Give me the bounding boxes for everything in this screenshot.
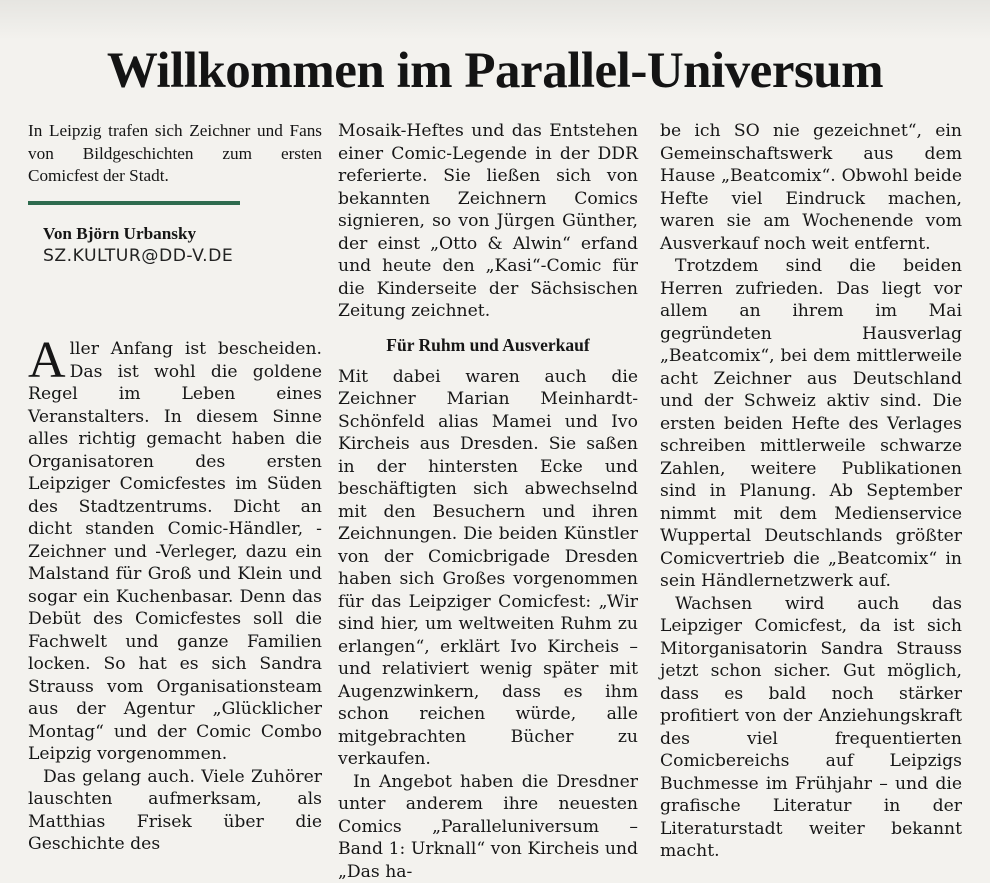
author-email: SZ.KULTUR@DD-V.DE bbox=[28, 245, 322, 268]
subheading: Für Ruhm und Ausverkauf bbox=[338, 335, 638, 356]
paragraph-4-continued: be ich SO nie gezeichnet“, ein Gemeinschaftswerk aus dem Hause „Beatcomix“. Obwohl beide Hefte viel Eindruck machen, waren sie am Wochenende vom Ausverkauf noch weit entfernt. bbox=[660, 120, 962, 255]
paragraph-3: Mit dabei waren auch die Zeichner Marian Meinhardt-Schönfeld alias Mamei und Ivo Kircheis aus Dresden. Sie saßen in der hintersten Ecke und beschäftigten sich abwechselnd mit den Besuchern und ihren Zeichnungen. Die beiden Künstler von der Comicbrigade Dresden haben sich Großes vorgenommen für das Leipziger Comicfest: „Wir sind hier, um weltweiten Ruhm zu erlangen“, erklärt Ivo Kircheis – und relativiert wenig später mit Augenzwinkern, dass es ihm schon reichen würde, alle mitgebrachten Bücher zu verkaufen. bbox=[338, 366, 638, 771]
paragraph-6: Wachsen wird auch das Leipziger Comicfest, da ist sich Mitorganisatorin Sandra Strauss jetzt schon sicher. Gut möglich, dass es bald noch stärker profitiert von der Anziehungskraft des viel frequentierten Comicbereichs auf Leipzigs Buchmesse im Frühjahr – und die grafische Literatur in der Literaturstadt weiter bekannt macht. bbox=[660, 593, 962, 863]
teaser-rule bbox=[28, 201, 240, 205]
drop-cap: A bbox=[28, 340, 66, 382]
paragraph-5: Trotzdem sind die beiden Herren zufrieden. Das liegt vor allem an ihrem im Mai gegründeten Hausverlag „Beatcomix“, bei dem mittlerweile acht Zeichner aus Deutschland und der Schweiz aktiv sind. Die ersten beiden Hefte des Verlages schreiben mittlerweile schwarze Zahlen, weitere Publikationen sind in Planung. Ab September nimmt mit dem Medienservice Wuppertal Deutschlands größter Comicvertrieb die „Beatcomix“ in sein Händlernetzwerk auf. bbox=[660, 255, 962, 593]
teaser: In Leipzig trafen sich Zeichner und Fans von Bildgeschichten zum ersten Comicfest der Stadt. bbox=[28, 120, 322, 188]
column-3 bbox=[660, 120, 962, 780]
paragraph-1-text: ller Anfang ist bescheiden. Das ist wohl die goldene Regel im Leben eines Veranstalters. In diesem Sinne alles richtig gemacht haben die Organisatoren des ersten Leipziger Comicfestes im Süden des Stadtzentrums. Dicht an dicht standen Comic-Händler, -Zeichner und -Verleger, dazu ein Malstand für Groß und Klein und sogar ein Kuchenbasar. Denn das Debüt des Comicfestes soll die Fachwelt und ganze Familien locken. So hat es sich Sandra Strauss vom Organisationsteam aus der Agentur „Glücklicher Montag“ und der Comic Combo Leipzig vorgenommen. bbox=[28, 339, 322, 764]
previous-page-bleed bbox=[0, 0, 990, 40]
column-2 bbox=[338, 120, 638, 780]
paragraph-1 bbox=[28, 338, 322, 766]
byline: Von Björn Urbansky bbox=[28, 223, 322, 246]
paragraph-4: In Angebot haben die Dresdner unter anderem ihre neuesten Comics „Paralleluniversum – Band 1: Urknall“ von Kircheis und „Das ha- bbox=[338, 771, 638, 883]
paragraph-2: Das gelang auch. Viele Zuhörer lauschten aufmerksam, als Matthias Frisek über die Geschichte des bbox=[28, 766, 322, 856]
column-1 bbox=[28, 120, 322, 780]
paragraph-2-continued: Mosaik-Heftes und das Entstehen einer Comic-Legende in der DDR referierte. Sie ließen sich von bekannten Zeichnern Comics signieren, so von Jürgen Günther, der einst „Otto & Alwin“ erfand und heute den „Kasi“-Comic für die Kinderseite der Sächsischen Zeitung zeichnet. bbox=[338, 120, 638, 323]
article-start bbox=[28, 338, 322, 856]
headline: Willkommen im Parallel-Universum bbox=[0, 42, 990, 100]
